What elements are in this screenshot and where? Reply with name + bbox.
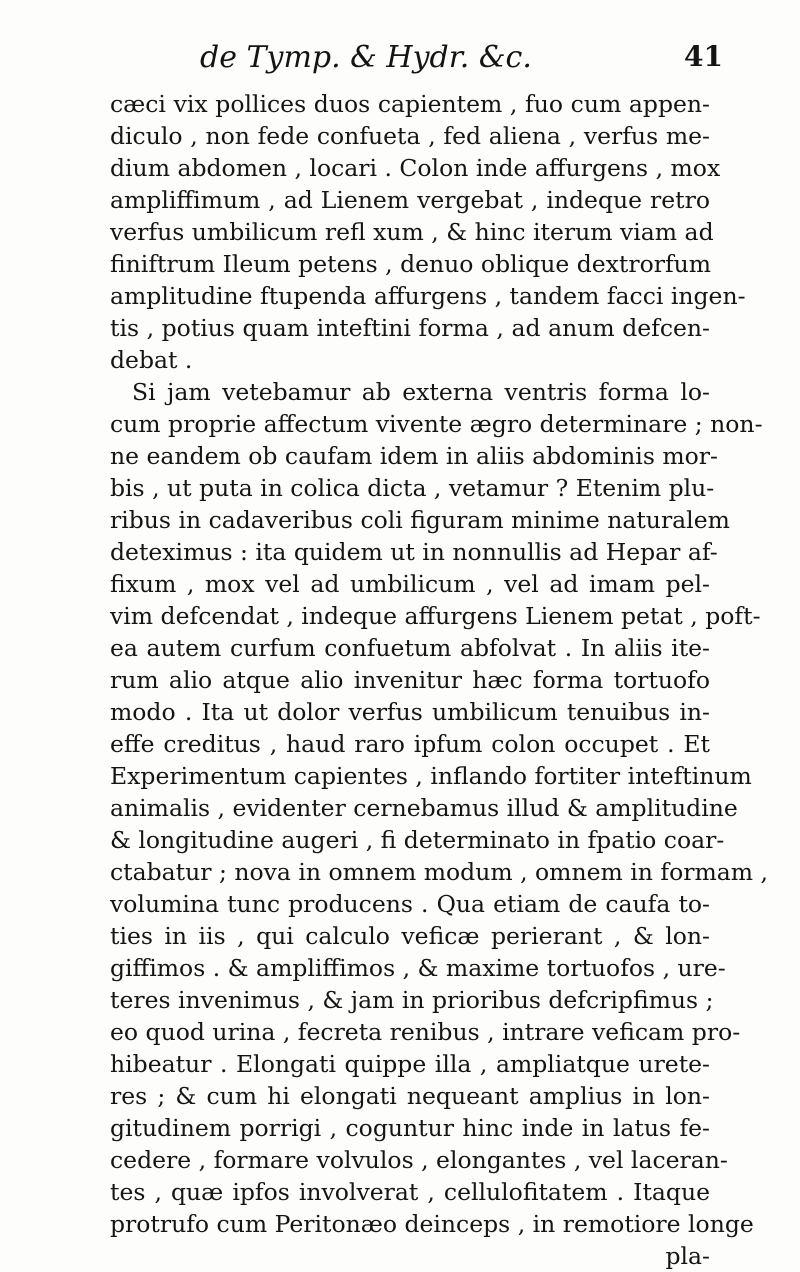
text-line: Experimentum capientes , inflando fortiter inteftinum (110, 762, 752, 790)
text-line: res ; & cum hi elongati nequeant amplius in lon- (110, 1082, 710, 1110)
catchword: pla- (665, 1242, 710, 1270)
text-line: ampliffimum , ad Lienem vergebat , indeque retro (110, 186, 710, 214)
text-line: tis , potius quam inteftini forma , ad anum defcen- (110, 314, 710, 342)
text-line: bis , ut puta in colica dicta , vetamur ? Etenim plu- (110, 474, 715, 502)
text-line: cæci vix pollices duos capientem , fuo cum appen- (110, 90, 710, 118)
text-line: amplitudine ftupenda affurgens , tandem facci ingen- (110, 282, 746, 310)
text-line: ea autem curfum confuetum abfolvat . In aliis ite- (110, 634, 710, 662)
text-line: cedere , formare volvulos , elongantes , vel laceran- (110, 1146, 728, 1174)
text-line: cum proprie affectum vivente ægro determinare ; non- (110, 410, 763, 438)
text-line: hibeatur . Elongati quippe illa , ampliatque urete- (110, 1050, 710, 1078)
text-line: rum alio atque alio invenitur hæc forma tortuofo (110, 666, 710, 694)
body-text (110, 88, 768, 1272)
text-line: diculo , non fede confueta , fed aliena , verfus me- (110, 122, 710, 150)
text-line: deteximus : ita quidem ut in nonnullis ad Hepar af- (110, 538, 718, 566)
text-line: verfus umbilicum refl xum , & hinc iterum viam ad (110, 218, 714, 246)
text-line: debat . (110, 346, 193, 374)
paragraph-start-line: Si jam vetebamur ab externa ventris forma lo- (132, 378, 710, 406)
text-line: tes , quæ ipfos involverat , cellulofitatem . Itaque (110, 1178, 710, 1206)
text-line: effe creditus , haud raro ipfum colon occupet . Et (110, 730, 710, 758)
text-line: gitudinem porrigi , coguntur hinc inde in latus fe- (110, 1114, 710, 1142)
text-line: finiftrum Ileum petens , denuo oblique dextrorfum (110, 250, 712, 278)
text-line: ne eandem ob caufam idem in aliis abdominis mor- (110, 442, 718, 470)
running-head: de Tymp. & Hydr. &c. (200, 40, 532, 75)
text-line: & longitudine augeri , fi determinato in fpatio coar- (110, 826, 725, 854)
text-line: ribus in cadaveribus coli figuram minime naturalem (110, 506, 730, 534)
text-line: giffimos . & ampliffimos , & maxime tortuofos , ure- (110, 954, 726, 982)
text-line: animalis , evidenter cernebamus illud & amplitudine (110, 794, 738, 822)
text-line: eo quod urina , fecreta renibus , intrare veficam pro- (110, 1018, 741, 1046)
text-line: protrufo cum Peritonæo deinceps , in remotiore longe (110, 1210, 754, 1238)
text-line: fixum , mox vel ad umbilicum , vel ad imam pel- (110, 570, 710, 598)
text-line: vim defcendat , indeque affurgens Lienem petat , poft- (110, 602, 761, 630)
page-number: 41 (684, 40, 723, 73)
text-line: ctabatur ; nova in omnem modum , omnem in formam , (110, 858, 768, 886)
text-line: volumina tunc producens . Qua etiam de caufa to- (110, 890, 710, 918)
text-line: dium abdomen , locari . Colon inde affurgens , mox (110, 154, 721, 182)
text-line: modo . Ita ut dolor verfus umbilicum tenuibus in- (110, 698, 710, 726)
text-line: ties in iis , qui calculo veficæ perierant , & lon- (110, 922, 710, 950)
text-line: teres invenimus , & jam in prioribus defcripfimus ; (110, 986, 714, 1014)
